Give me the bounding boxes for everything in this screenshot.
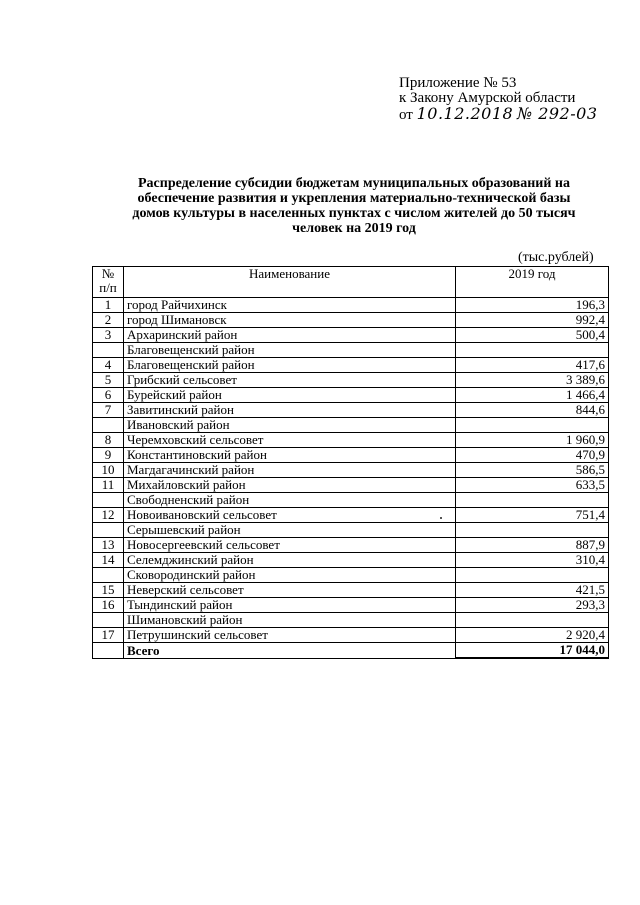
row-value	[456, 613, 609, 628]
row-name: Шимановский район	[124, 613, 456, 628]
row-number: 12	[93, 508, 124, 523]
row-value: 3 389,6	[456, 373, 609, 388]
row-name: Неверский сельсовет	[124, 583, 456, 598]
row-value: 1 960,9	[456, 433, 609, 448]
row-value	[456, 418, 609, 433]
row-number	[93, 418, 124, 433]
header-year: 2019 год	[456, 267, 609, 298]
row-name: Новосергеевский сельсовет	[124, 538, 456, 553]
table-body	[93, 298, 609, 659]
row-name: Грибский сельсовет	[124, 373, 456, 388]
row-value: 417,6	[456, 358, 609, 373]
row-number	[93, 613, 124, 628]
units-label: (тыс.рублей)	[518, 250, 594, 265]
row-name: Бурейский район	[124, 388, 456, 403]
appendix-number: Приложение № 53	[399, 75, 517, 91]
table-row	[93, 583, 609, 598]
row-value	[456, 523, 609, 538]
row-name: Петрушинский сельсовет	[124, 628, 456, 643]
handwritten-date: 10.12.2018	[416, 104, 514, 123]
table-total-row	[93, 643, 609, 659]
row-number: 2	[93, 313, 124, 328]
table-row	[93, 403, 609, 418]
table-row	[93, 373, 609, 388]
row-value: 310,4	[456, 553, 609, 568]
row-name: Благовещенский район	[124, 343, 456, 358]
row-number: 17	[93, 628, 124, 643]
row-name: Завитинский район	[124, 403, 456, 418]
table-row	[93, 478, 609, 493]
row-value: 196,3	[456, 298, 609, 313]
row-number	[93, 568, 124, 583]
row-name: Селемджинский район	[124, 553, 456, 568]
row-name: Серышевский район	[124, 523, 456, 538]
row-number: 5	[93, 373, 124, 388]
row-value: 421,5	[456, 583, 609, 598]
row-value: 992,4	[456, 313, 609, 328]
row-name: Михайловский район	[124, 478, 456, 493]
row-value: 1 466,4	[456, 388, 609, 403]
scan-speck	[440, 517, 442, 519]
row-number	[93, 493, 124, 508]
row-value: 500,4	[456, 328, 609, 343]
table-row	[93, 448, 609, 463]
table-row	[93, 388, 609, 403]
handwritten-number: № 292-03	[516, 104, 598, 123]
row-number: 9	[93, 448, 124, 463]
row-value	[456, 493, 609, 508]
appendix-law: к Закону Амурской области	[399, 90, 576, 106]
row-name: город Райчихинск	[124, 298, 456, 313]
title-line-4: человек на 2019 год	[292, 221, 416, 236]
total-label: Всего	[124, 643, 456, 659]
table-row	[93, 298, 609, 313]
header-num: № п/п	[93, 267, 124, 298]
document-title	[95, 176, 613, 236]
row-value: 293,3	[456, 598, 609, 613]
row-number: 6	[93, 388, 124, 403]
row-number: 14	[93, 553, 124, 568]
row-number: 16	[93, 598, 124, 613]
table-row	[93, 463, 609, 478]
table-group-row	[93, 418, 609, 433]
row-value: 844,6	[456, 403, 609, 418]
row-number: 13	[93, 538, 124, 553]
row-number	[93, 523, 124, 538]
table-group-row	[93, 613, 609, 628]
row-value	[456, 568, 609, 583]
row-name: Ивановский район	[124, 418, 456, 433]
row-name: Свободненский район	[124, 493, 456, 508]
row-number: 15	[93, 583, 124, 598]
table-row	[93, 433, 609, 448]
table-row	[93, 313, 609, 328]
row-name: Черемховский сельсовет	[124, 433, 456, 448]
row-number: 8	[93, 433, 124, 448]
total-value: 17 044,0	[456, 643, 609, 659]
table-row	[93, 538, 609, 553]
row-number: 10	[93, 463, 124, 478]
table-row	[93, 553, 609, 568]
row-number	[93, 343, 124, 358]
row-value: 633,5	[456, 478, 609, 493]
row-name: Константиновский район	[124, 448, 456, 463]
header-name: Наименование	[124, 267, 456, 298]
row-value: 751,4	[456, 508, 609, 523]
row-value: 887,9	[456, 538, 609, 553]
row-number: 1	[93, 298, 124, 313]
table-row	[93, 508, 609, 523]
subsidy-table	[92, 266, 609, 659]
table-group-row	[93, 568, 609, 583]
row-name: Сковородинский район	[124, 568, 456, 583]
appendix-date-prefix: от	[399, 107, 413, 123]
appendix-header	[399, 76, 598, 123]
title-line-2: обеспечение развития и укрепления материально-технической базы	[137, 191, 571, 206]
row-value	[456, 343, 609, 358]
row-number: 7	[93, 403, 124, 418]
row-name: город Шимановск	[124, 313, 456, 328]
table-group-row	[93, 523, 609, 538]
table-row	[93, 628, 609, 643]
table-group-row	[93, 343, 609, 358]
total-num	[93, 643, 124, 659]
row-number: 4	[93, 358, 124, 373]
row-name: Новоивановский сельсовет	[124, 508, 456, 523]
row-number: 11	[93, 478, 124, 493]
row-name: Магдагачинский район	[124, 463, 456, 478]
table-row	[93, 328, 609, 343]
row-value: 586,5	[456, 463, 609, 478]
table-header-row	[93, 267, 609, 298]
table-group-row	[93, 493, 609, 508]
appendix-date-line	[399, 106, 598, 123]
table-row	[93, 598, 609, 613]
title-line-1: Распределение субсидии бюджетам муниципальных образований на	[138, 176, 570, 191]
row-name: Архаринский район	[124, 328, 456, 343]
title-line-3: домов культуры в населенных пунктах с числом жителей до 50 тысяч	[132, 206, 576, 221]
row-value: 470,9	[456, 448, 609, 463]
row-name: Тындинский район	[124, 598, 456, 613]
row-name: Благовещенский район	[124, 358, 456, 373]
row-number: 3	[93, 328, 124, 343]
table-row	[93, 358, 609, 373]
row-value: 2 920,4	[456, 628, 609, 643]
